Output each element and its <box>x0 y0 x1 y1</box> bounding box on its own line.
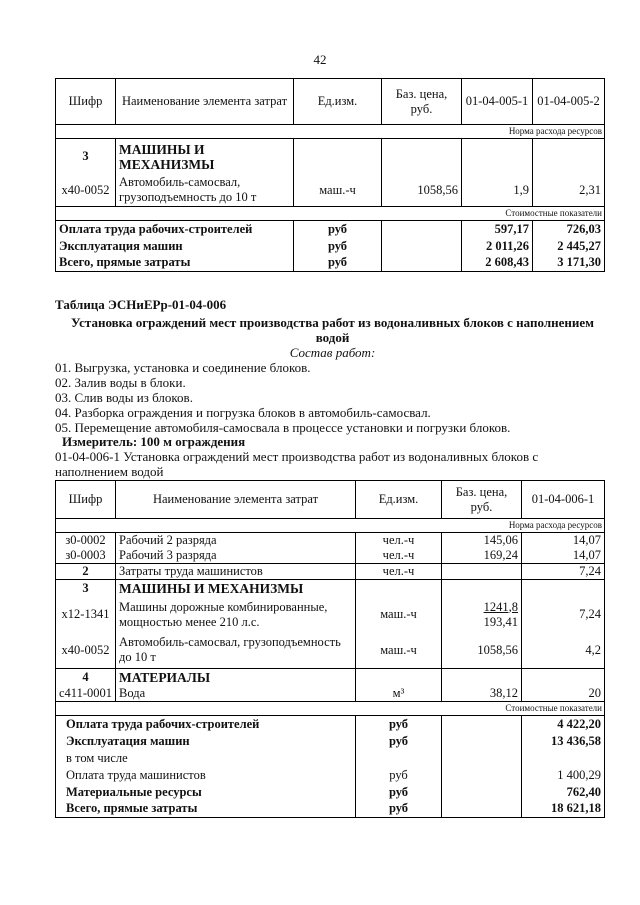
row-value: 14,07 <box>522 548 605 564</box>
row-name: Вода <box>116 686 356 702</box>
total-name: Эксплуатация машин <box>56 733 356 750</box>
header-price: Баз. цена, руб. <box>382 79 462 125</box>
total-value <box>522 750 605 767</box>
table-heading: Установка ограждений мест производства работ из водоналивных блоков с наполнением водой <box>71 315 594 345</box>
total-name: Эксплуатация машин <box>56 238 294 255</box>
row-price <box>442 597 522 633</box>
section-title: МАШИНЫ И МЕХАНИЗМЫ <box>116 580 356 597</box>
row-code: х40-0052 <box>56 175 116 207</box>
row-name: Рабочий 3 разряда <box>116 548 356 564</box>
total-name: Оплата труда машинистов <box>56 767 356 784</box>
row-value: 7,24 <box>522 564 605 580</box>
item-description: 01-04-006-1 Установка ограждений мест производства работ из водоналивных блоков с наполнением водой <box>55 449 539 479</box>
section-title: МАШИНЫ И МЕХАНИЗМЫ <box>116 139 294 175</box>
total-unit: руб <box>356 784 442 801</box>
total-value-1: 2 011,26 <box>462 238 533 255</box>
total-value: 18 621,18 <box>522 801 605 818</box>
row-value-2: 2,31 <box>533 175 605 207</box>
row-price: 169,24 <box>442 548 522 564</box>
header-code: Шифр <box>56 481 116 519</box>
row-unit: маш.-ч <box>356 633 442 669</box>
row-value: 7,24 <box>522 597 605 633</box>
header-col-1: 01-04-005-1 <box>462 79 533 125</box>
section-number: 2 <box>56 564 116 580</box>
header-name: Наименование элемента затрат <box>116 481 356 519</box>
total-unit: руб <box>356 716 442 733</box>
header-col-1: 01-04-006-1 <box>522 481 605 519</box>
row-value: 14,07 <box>522 533 605 549</box>
row-value: 4,2 <box>522 633 605 669</box>
row-price: 145,06 <box>442 533 522 549</box>
row-unit: чел.-ч <box>356 533 442 549</box>
price-line-2: 193,41 <box>483 614 518 629</box>
step-item: 03. Слив воды из блоков. <box>55 390 193 405</box>
row-name: Автомобиль-самосвал, грузоподъемность до 10 т <box>116 175 294 207</box>
price-line-1: 1241,8 <box>483 599 518 614</box>
total-value: 1 400,29 <box>522 767 605 784</box>
step-item: 04. Разборка ограждения и погрузка блоков в автомобиль-самосвал. <box>55 405 431 420</box>
total-unit: руб <box>356 801 442 818</box>
total-unit: руб <box>356 767 442 784</box>
total-unit <box>356 750 442 767</box>
total-value-1: 2 608,43 <box>462 255 533 272</box>
row-unit: маш.-ч <box>294 175 382 207</box>
total-value: 762,40 <box>522 784 605 801</box>
row-price: 38,12 <box>442 686 522 702</box>
total-unit: руб <box>294 221 382 238</box>
total-value-1: 597,17 <box>462 221 533 238</box>
table-name: Таблица ЭСНиЕРр-01-04-006 <box>55 297 227 312</box>
header-unit: Ед.изм. <box>294 79 382 125</box>
total-unit: руб <box>356 733 442 750</box>
step-item: 05. Перемещение автомобиля-самосвала в процессе установки и погрузки блоков. <box>55 420 511 435</box>
meter: Измеритель: 100 м ограждения <box>62 434 246 449</box>
row-name: Затраты труда машинистов <box>116 564 356 580</box>
total-value: 13 436,58 <box>522 733 605 750</box>
section-number: 3 <box>56 580 116 597</box>
header-code: Шифр <box>56 79 116 125</box>
norm-label: Норма расхода ресурсов <box>56 125 605 139</box>
row-code: х40-0052 <box>56 633 116 669</box>
total-name: Всего, прямые затраты <box>56 255 294 272</box>
resource-table-005 <box>55 78 605 272</box>
row-name: Машины дорожные комбинированные, мощностью менее 210 л.с. <box>116 597 356 633</box>
section-number: 4 <box>56 669 116 686</box>
norm-label: Норма расхода ресурсов <box>56 519 605 533</box>
total-value-2: 3 171,30 <box>533 255 605 272</box>
row-unit: м³ <box>356 686 442 702</box>
header-unit: Ед.изм. <box>356 481 442 519</box>
resource-table-006 <box>55 480 605 818</box>
total-value-2: 726,03 <box>533 221 605 238</box>
header-col-2: 01-04-005-2 <box>533 79 605 125</box>
row-price: 1058,56 <box>442 633 522 669</box>
total-name: Материальные ресурсы <box>56 784 356 801</box>
composition-label: Состав работ: <box>289 345 376 360</box>
step-item: 01. Выгрузка, установка и соединение блоков. <box>55 360 311 375</box>
row-code: х12-1341 <box>56 597 116 633</box>
total-unit: руб <box>294 255 382 272</box>
total-name: Оплата труда рабочих-строителей <box>56 716 356 733</box>
cost-label: Стоимостные показатели <box>56 207 605 221</box>
total-name: в том числе <box>56 750 356 767</box>
row-value: 20 <box>522 686 605 702</box>
row-code: з0-0002 <box>56 533 116 549</box>
page-number: 42 <box>313 52 327 67</box>
total-name: Всего, прямые затраты <box>56 801 356 818</box>
section-number: 3 <box>56 139 116 175</box>
header-price: Баз. цена, руб. <box>442 481 522 519</box>
total-value: 4 422,20 <box>522 716 605 733</box>
row-value-1: 1,9 <box>462 175 533 207</box>
row-name: Автомобиль-самосвал, грузоподъемность до 10 т <box>116 633 356 669</box>
row-code: с411-0001 <box>56 686 116 702</box>
total-name: Оплата труда рабочих-строителей <box>56 221 294 238</box>
row-name: Рабочий 2 разряда <box>116 533 356 549</box>
row-price: 1058,56 <box>382 175 462 207</box>
row-unit: маш.-ч <box>356 597 442 633</box>
row-unit: чел.-ч <box>356 548 442 564</box>
row-unit: чел.-ч <box>356 564 442 580</box>
total-unit: руб <box>294 238 382 255</box>
step-item: 02. Залив воды в блоки. <box>55 375 186 390</box>
section-title: МАТЕРИАЛЫ <box>116 669 356 686</box>
cost-label: Стоимостные показатели <box>56 702 605 716</box>
row-code: з0-0003 <box>56 548 116 564</box>
header-name: Наименование элемента затрат <box>116 79 294 125</box>
total-value-2: 2 445,27 <box>533 238 605 255</box>
